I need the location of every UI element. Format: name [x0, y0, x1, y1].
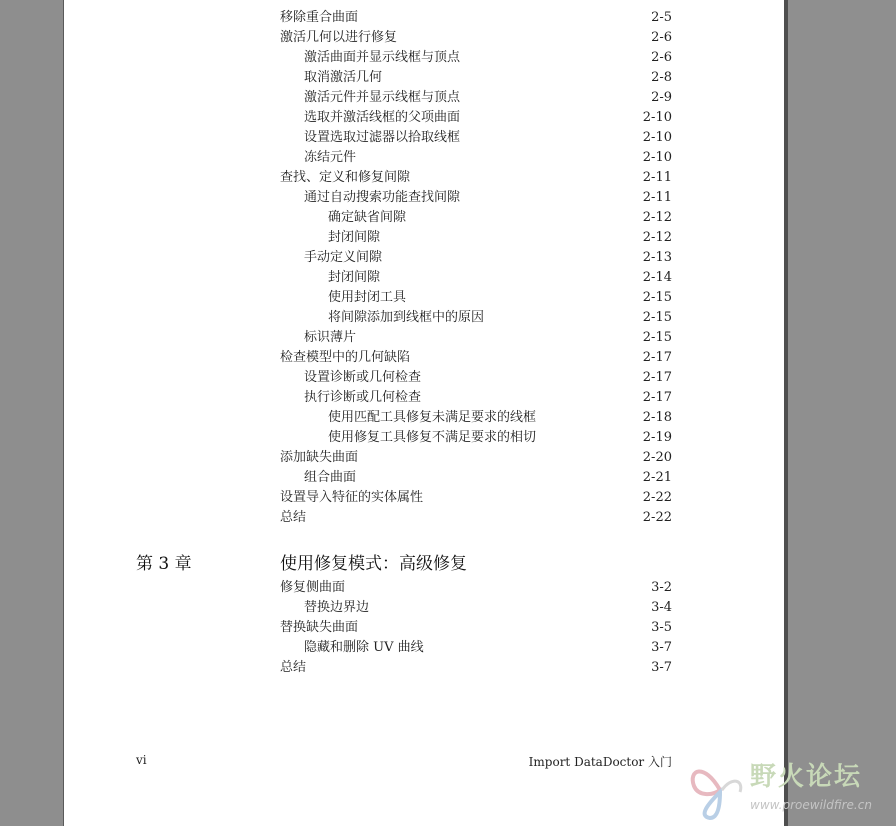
- toc-entry-title: 替换缺失曲面: [280, 620, 359, 635]
- toc-entry: [280, 428, 672, 448]
- toc-entry-page: 2-10: [642, 130, 672, 145]
- table-of-contents-chapter-3: [280, 578, 672, 678]
- toc-entry-title: 确定缺省间隙: [328, 210, 407, 225]
- toc-entry-title: 激活曲面并显示线框与顶点: [304, 50, 461, 65]
- toc-entry: [280, 308, 672, 328]
- toc-entry: [280, 28, 672, 48]
- toc-entry-title: 设置诊断或几何检查: [304, 370, 422, 385]
- forum-watermark: [684, 752, 892, 824]
- toc-entry-title: 添加缺失曲面: [280, 450, 359, 465]
- toc-entry-title: 设置导入特征的实体属性: [280, 490, 424, 505]
- toc-entry-title: 通过自动搜索功能查找间隙: [304, 190, 461, 205]
- toc-entry: [280, 228, 672, 248]
- toc-entry: [280, 248, 672, 268]
- toc-entry-page: 3-7: [651, 660, 672, 675]
- watermark-url: www.proewildfire.cn: [750, 798, 872, 812]
- toc-entry-title: 替换边界边: [304, 600, 370, 615]
- toc-entry: [280, 328, 672, 348]
- toc-entry-title: 选取并激活线框的父项曲面: [304, 110, 461, 125]
- toc-entry-title: 移除重合曲面: [280, 10, 359, 25]
- toc-entry: [280, 658, 672, 678]
- toc-entry: [280, 148, 672, 168]
- toc-entry-page: 2-10: [642, 110, 672, 125]
- toc-entry-page: 2-18: [642, 410, 672, 425]
- chapter-label: 第 3 章: [136, 554, 192, 574]
- footer-book-title: Import DataDoctor 入门: [528, 755, 672, 769]
- toc-entry: [280, 128, 672, 148]
- toc-entry: [280, 468, 672, 488]
- toc-entry: [280, 508, 672, 528]
- toc-entry-page: 2-10: [642, 150, 672, 165]
- toc-entry-page: 2-17: [642, 350, 672, 365]
- toc-entry-page: 2-9: [651, 90, 672, 105]
- toc-entry-page: 2-6: [651, 30, 672, 45]
- chapter-title: 使用修复模式：高级修复: [280, 554, 467, 574]
- toc-entry: [280, 188, 672, 208]
- toc-entry: [280, 108, 672, 128]
- toc-entry-title: 查找、定义和修复间隙: [280, 170, 411, 185]
- toc-entry-page: 2-19: [642, 430, 672, 445]
- toc-entry-title: 冻结元件: [304, 150, 357, 165]
- toc-entry-page: 3-2: [651, 580, 672, 595]
- toc-entry: [280, 488, 672, 508]
- toc-entry-title: 激活元件并显示线框与顶点: [304, 90, 461, 105]
- toc-entry: [280, 8, 672, 28]
- toc-entry: [280, 348, 672, 368]
- toc-entry-title: 组合曲面: [304, 470, 357, 485]
- toc-entry-page: 2-17: [642, 390, 672, 405]
- chapter-heading: [136, 549, 736, 573]
- toc-entry-title: 总结: [280, 510, 307, 525]
- toc-entry: [280, 168, 672, 188]
- toc-entry-page: 3-7: [651, 640, 672, 655]
- toc-entry-page: 2-22: [642, 490, 672, 505]
- butterfly-logo-icon: [684, 752, 756, 824]
- toc-entry-title: 隐藏和删除 UV 曲线: [304, 640, 424, 655]
- toc-entry-page: 2-13: [642, 250, 672, 265]
- toc-entry-page: 3-5: [651, 620, 672, 635]
- toc-entry-title: 检查模型中的几何缺陷: [280, 350, 411, 365]
- toc-entry-title: 取消激活几何: [304, 70, 383, 85]
- toc-entry-page: 2-12: [642, 230, 672, 245]
- toc-entry-title: 封闭间隙: [328, 270, 381, 285]
- toc-entry-page: 2-15: [642, 330, 672, 345]
- toc-entry-page: 2-21: [642, 470, 672, 485]
- toc-entry-title: 执行诊断或几何检查: [304, 390, 422, 405]
- table-of-contents: [280, 8, 672, 528]
- toc-entry-title: 设置选取过滤器以拾取线框: [304, 130, 461, 145]
- toc-entry-page: 2-17: [642, 370, 672, 385]
- footer-page-number: vi: [136, 753, 147, 767]
- toc-entry-title: 将间隙添加到线框中的原因: [328, 310, 485, 325]
- toc-entry-title: 使用修复工具修复不满足要求的相切: [328, 430, 537, 445]
- toc-entry: [280, 368, 672, 388]
- toc-entry-page: 2-14: [642, 270, 672, 285]
- toc-entry-title: 封闭间隙: [328, 230, 381, 245]
- toc-entry: [280, 388, 672, 408]
- toc-entry-title: 总结: [280, 660, 307, 675]
- toc-entry-title: 标识薄片: [304, 330, 357, 345]
- toc-entry-page: 2-8: [651, 70, 672, 85]
- watermark-text: 野火论坛: [750, 762, 863, 792]
- toc-entry: [280, 208, 672, 228]
- toc-entry-title: 修复侧曲面: [280, 580, 346, 595]
- toc-entry-page: 2-15: [642, 310, 672, 325]
- toc-entry: [280, 288, 672, 308]
- toc-entry: [280, 638, 672, 658]
- toc-entry: [280, 448, 672, 468]
- toc-entry-title: 激活几何以进行修复: [280, 30, 398, 45]
- toc-entry: [280, 68, 672, 88]
- toc-entry-page: 2-15: [642, 290, 672, 305]
- toc-entry: [280, 578, 672, 598]
- toc-entry-page: 2-22: [642, 510, 672, 525]
- toc-entry-page: 2-11: [642, 190, 672, 205]
- toc-entry-title: 使用封闭工具: [328, 290, 407, 305]
- document-page: [64, 0, 784, 826]
- toc-entry-page: 2-20: [642, 450, 672, 465]
- toc-entry-page: 2-11: [642, 170, 672, 185]
- toc-entry: [280, 408, 672, 428]
- toc-entry-page: 2-6: [651, 50, 672, 65]
- viewer-right-margin: [788, 0, 896, 826]
- toc-entry: [280, 268, 672, 288]
- toc-entry: [280, 618, 672, 638]
- toc-entry: [280, 598, 672, 618]
- toc-entry-title: 手动定义间隙: [304, 250, 383, 265]
- toc-entry: [280, 48, 672, 68]
- toc-entry: [280, 88, 672, 108]
- toc-entry-page: 2-12: [642, 210, 672, 225]
- toc-entry-title: 使用匹配工具修复未满足要求的线框: [328, 410, 537, 425]
- viewer-left-margin: [0, 0, 64, 826]
- toc-entry-page: 3-4: [651, 600, 672, 615]
- toc-entry-page: 2-5: [651, 10, 672, 25]
